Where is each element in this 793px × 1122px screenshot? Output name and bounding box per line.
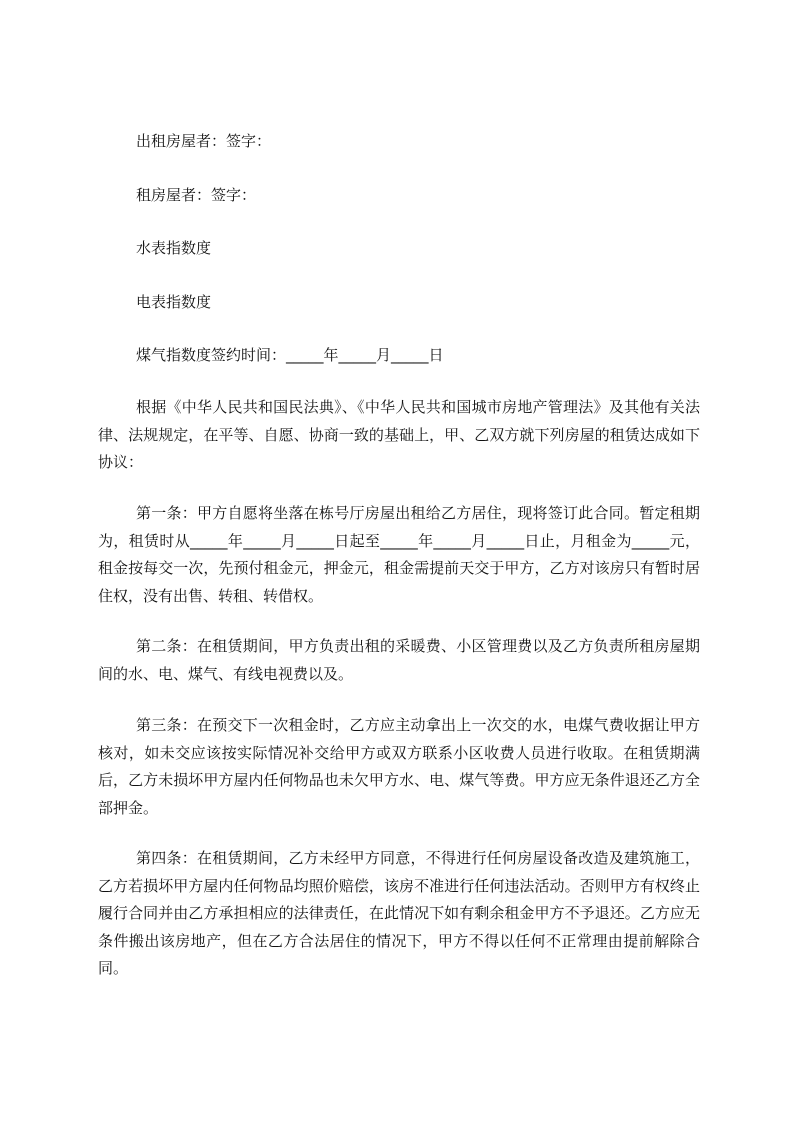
- article-1-paragraph: 第一条：甲方自愿将坐落在栋号厅房屋出租给乙方居住，现将签订此合同。暂定租期为，租赁时从_____年_____月_____日起至_____年_____月_____日止，月租金为_____元，租金按每交一次，先预付租金元，押金元，租金需提前天交于甲方，乙方对该房只有暂时居住权，没有出售、转租、转借权。: [98, 504, 700, 605]
- water-meter-line: 水表指数度: [136, 239, 212, 257]
- tenant-signature-line: 租房屋者：签字：: [136, 186, 257, 204]
- electric-meter-line: 电表指数度: [136, 293, 212, 311]
- article-3-paragraph: 第三条：在预交下一次租金时，乙方应主动拿出上一次交的水，电煤气费收据让甲方核对，如未交应该按实际情况补交给甲方或双方联系小区收费人员进行收取。在租赁期满后，乙方未损坏甲方屋内任何物品也未欠甲方水、电、煤气等费。甲方应无条件退还乙方全部押金。: [98, 716, 700, 817]
- article-4-paragraph: 第四条：在租赁期间，乙方未经甲方同意，不得进行任何房屋设备改造及建筑施工，乙方若损坏甲方屋内任何物品均照价赔偿，该房不准进行任何违法活动。否则甲方有权终止履行合同并由乙方承担相应的法律责任，在此情况下如有剩余租金甲方不予退还。乙方应无条件搬出该房地产，但在乙方合法居住的情况下，甲方不得以任何不正常理由提前解除合同。: [98, 849, 700, 977]
- article-2-paragraph: 第二条：在租赁期间，甲方负责出租的采暖费、小区管理费以及乙方负责所租房屋期间的水、电、煤气、有线电视费以及。: [98, 637, 700, 683]
- landlord-signature-line: 出租房屋者：签字：: [136, 132, 272, 150]
- gas-meter-signing-date-line: 煤气指数度签约时间：_____年_____月_____日: [136, 346, 444, 364]
- intro-paragraph: 根据《中华人民共和国民法典》、《中华人民共和国城市房地产管理法》及其他有关法律、法规规定，在平等、自愿、协商一致的基础上，甲、乙双方就下列房屋的租赁达成如下协议：: [98, 398, 700, 471]
